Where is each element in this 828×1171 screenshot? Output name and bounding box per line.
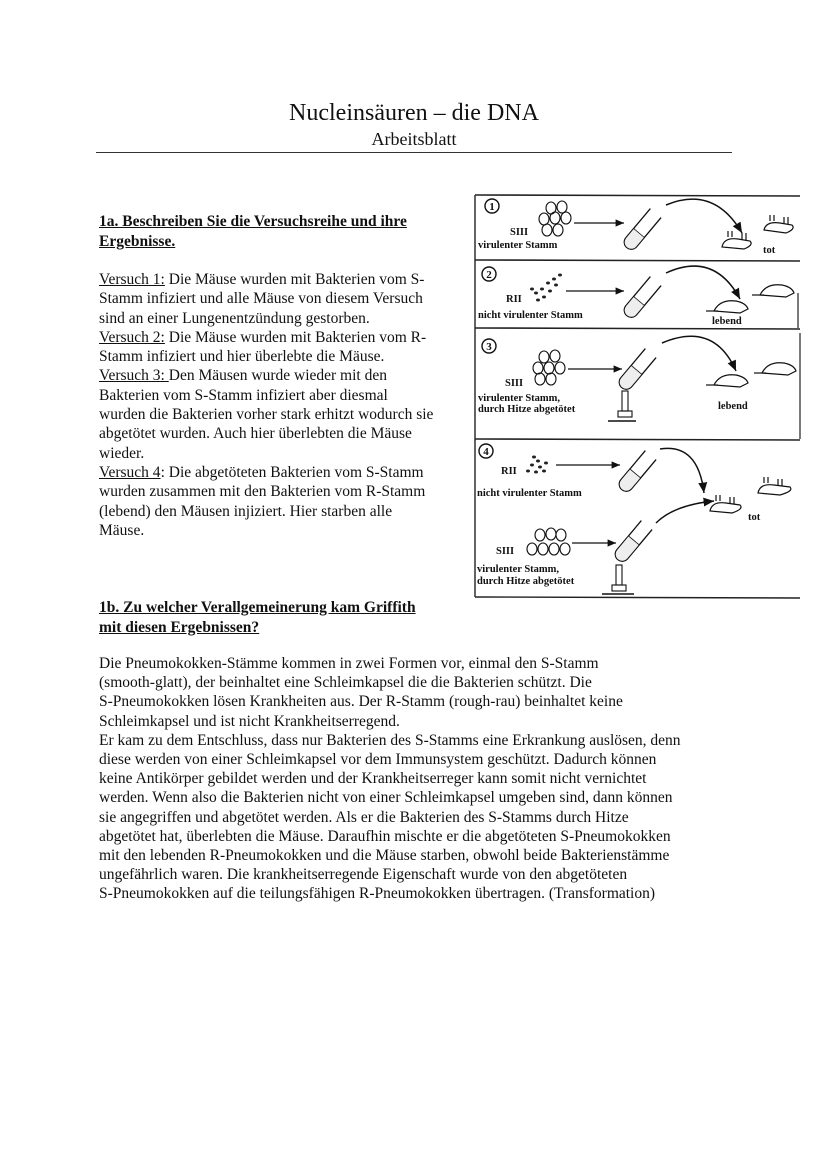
experiment-text: Den Mäusen wurde wieder mit den bbox=[168, 367, 387, 385]
experiment-text: sind an einer Lungenentzündung gestorben. bbox=[99, 309, 370, 327]
answer-line: Er kam zu dem Entschluss, dass nur Bakterien des S-Stamms eine Erkrankung auslösen, denn bbox=[99, 731, 681, 749]
experiment-text: wurden die Bakterien vorher stark erhitzt wodurch sie bbox=[99, 406, 434, 424]
experiment-3 bbox=[99, 366, 469, 462]
experiment-text: wieder. bbox=[99, 444, 145, 462]
test-tube-icon bbox=[621, 277, 661, 320]
experiment-2 bbox=[99, 328, 469, 367]
experiment-text: Stamm infiziert und alle Mäuse von diesem Versuch bbox=[99, 290, 423, 308]
answer-line: Die Pneumokokken-Stämme kommen in zwei Formen vor, einmal den S-Stamm bbox=[99, 655, 599, 672]
experiment-label: Versuch 4 bbox=[99, 463, 161, 481]
task-1a-heading bbox=[99, 212, 464, 252]
answer-line: S-Pneumokokken auf die teilungsfähigen R-Pneumokokken übertragen. (Transformation) bbox=[99, 885, 656, 903]
strain-description-line2: durch Hitze abgetötet bbox=[478, 404, 576, 415]
injection-arrow-icon bbox=[662, 336, 736, 371]
title-divider bbox=[96, 152, 732, 153]
dead-mouse-icon bbox=[710, 477, 791, 513]
answer-line: abgetötet hat, überlebten die Mäuse. Daraufhin mischte er die abgetöteten S-Pneumokokken bbox=[99, 827, 671, 845]
strain-description-line1: virulenter Stamm, bbox=[478, 393, 561, 404]
answer-line: Schleimkapsel und ist nicht Krankheitserregend. bbox=[99, 712, 400, 730]
griffith-experiment-figure bbox=[474, 193, 802, 599]
panel-number: 1 bbox=[489, 201, 495, 213]
experiment-label: Versuch 2: bbox=[99, 328, 165, 346]
answer-line: S-Pneumokokken lösen Krankheiten aus. Der R-Stamm (rough-rau) beinhaltet keine bbox=[99, 693, 623, 711]
experiment-text: Mäuse. bbox=[99, 521, 145, 539]
document-subtitle: Arbeitsblatt bbox=[371, 129, 457, 149]
experiment-text: : Die abgetöteten Bakterien vom S-Stamm bbox=[160, 463, 424, 481]
answer-line: keine Antikörper gebildet werden und der Krankheitserreger kann somit nicht vernichtet bbox=[99, 770, 647, 788]
experiment-text: Die Mäuse wurden mit Bakterien vom S- bbox=[164, 271, 425, 288]
r-bacteria-icon bbox=[530, 274, 562, 302]
answer-line: (smooth-glatt), der beinhaltet eine Schleimkapsel die die Bakterien schützt. Die bbox=[99, 674, 592, 692]
panel-4 bbox=[477, 444, 791, 594]
strain-b-label: SIII bbox=[496, 546, 515, 557]
strain-label: RII bbox=[506, 294, 522, 305]
s-bacteria-capsule-icon bbox=[533, 350, 565, 385]
injection-arrow-icon bbox=[666, 266, 740, 299]
result-label: lebend bbox=[718, 401, 748, 412]
result-label: tot bbox=[748, 512, 761, 523]
panel-number: 3 bbox=[486, 341, 492, 353]
strain-description: virulenter Stamm bbox=[478, 240, 558, 251]
experiment-label: Versuch 1: bbox=[99, 271, 165, 288]
experiment-text: Stamm infiziert und hier überlebte die Mäuse. bbox=[99, 348, 385, 366]
living-mouse-icon bbox=[706, 363, 796, 387]
task-1a-heading-line2: Ergebnisse. bbox=[99, 233, 176, 250]
task-1b-heading-line1: 1b. Zu welcher Verallgemeinerung kam Griffith bbox=[99, 599, 416, 616]
answer-line: ungefährlich waren. Die krankheitserregende Eigenschaft wurde von den abgetöteten bbox=[99, 866, 628, 884]
strain-label: SIII bbox=[510, 227, 529, 238]
experiment-text: (lebend) den Mäusen injiziert. Hier starben alle bbox=[99, 502, 393, 520]
answer-line: sie angegriffen und abgetötet werden. Als er die Bakterien des S-Stamms durch Hitze bbox=[99, 808, 629, 826]
strain-b-description-line2: durch Hitze abgetötet bbox=[477, 576, 575, 587]
result-label: lebend bbox=[712, 316, 742, 327]
strain-label: SIII bbox=[505, 378, 524, 389]
r-bacteria-icon bbox=[526, 456, 548, 474]
task-1a-heading-line1: 1a. Beschreiben Sie die Versuchsreihe und ihre bbox=[99, 213, 407, 230]
result-label: tot bbox=[763, 245, 776, 256]
living-mouse-icon bbox=[706, 285, 794, 313]
experiment-label: Versuch 3: bbox=[99, 367, 169, 385]
panel-number: 4 bbox=[483, 446, 489, 458]
injection-arrow-icon bbox=[656, 501, 714, 523]
answer-line: mit den lebenden R-Pneumokokken und die Mäuse starben, obwohl beide Bakterienstämme bbox=[99, 847, 670, 865]
test-tube-icon bbox=[616, 451, 656, 494]
experiment-1 bbox=[99, 270, 469, 328]
task-1b-answer bbox=[99, 654, 739, 904]
s-bacteria-capsule-icon bbox=[527, 528, 570, 555]
answer-line: werden. Wenn also die Bakterien nicht von einer Schleimkapsel umgeben sind, dann können bbox=[99, 789, 673, 807]
experiment-text: Die Mäuse wurden mit Bakterien vom R- bbox=[164, 328, 427, 346]
strain-description: nicht virulenter Stamm bbox=[478, 310, 583, 321]
experiment-4 bbox=[99, 463, 469, 540]
strain-a-label: RII bbox=[501, 466, 517, 477]
panel-number: 2 bbox=[486, 269, 492, 281]
panel-1 bbox=[478, 199, 793, 256]
experiment-text: wurden zusammen mit den Bakterien vom R-Stamm bbox=[99, 483, 426, 501]
experiment-text: abgetötet wurden. Auch hier überlebten die Mäuse bbox=[99, 425, 412, 443]
experiment-text: Bakterien vom S-Stamm infiziert aber diesmal bbox=[99, 386, 388, 404]
s-bacteria-capsule-icon bbox=[539, 201, 571, 236]
strain-a-description: nicht virulenter Stamm bbox=[477, 488, 582, 499]
panel-2 bbox=[478, 266, 794, 327]
injection-arrow-icon bbox=[660, 448, 704, 493]
strain-b-description-line1: virulenter Stamm, bbox=[477, 564, 560, 575]
heated-test-tube-icon bbox=[608, 349, 656, 421]
task-1b-heading bbox=[99, 598, 479, 638]
panel-3 bbox=[478, 336, 796, 421]
injection-arrow-icon bbox=[666, 199, 742, 233]
task-1a-answer bbox=[99, 270, 469, 540]
document-title: Nucleinsäuren – die DNA bbox=[289, 100, 539, 126]
test-tube-icon bbox=[621, 209, 661, 252]
task-1b-heading-line2: mit diesen Ergebnissen? bbox=[99, 619, 260, 636]
answer-line: diese werden von einer Schleimkapsel vor dem Immunsystem geschützt. Dadurch können bbox=[99, 751, 657, 769]
heated-test-tube-icon bbox=[602, 521, 652, 594]
